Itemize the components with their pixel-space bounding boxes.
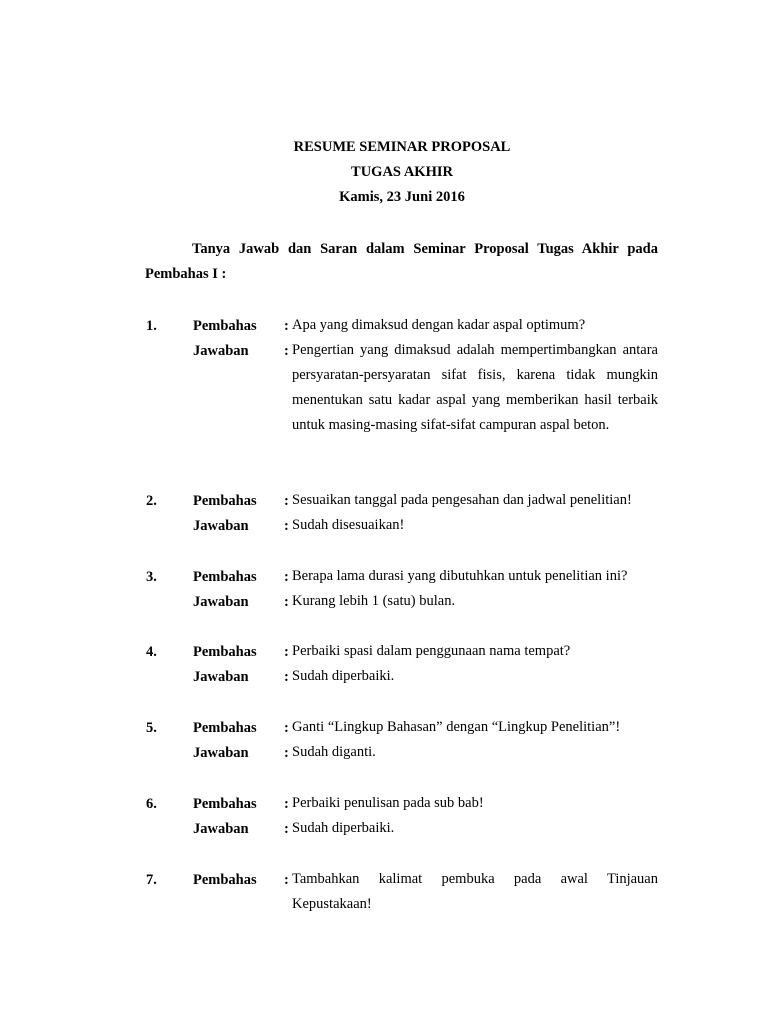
qa-question-label: Pembahas: [193, 720, 257, 736]
qa-item-number: 5.: [146, 720, 157, 736]
qa-question-label: Pembahas: [193, 872, 257, 888]
qa-answer-label: Jawaban: [193, 594, 249, 610]
qa-item: [0, 718, 768, 768]
qa-question-row: [0, 870, 768, 912]
qa-answer-row: [0, 516, 768, 541]
qa-item-number: 7.: [146, 872, 157, 888]
qa-answer-label: Jawaban: [193, 745, 249, 761]
qa-item-number: 2.: [146, 493, 157, 509]
document-date: Kamis, 23 Juni 2016: [339, 189, 465, 205]
qa-question-text: Berapa lama durasi yang dibutuhkan untuk penelitian ini?: [292, 568, 628, 584]
qa-question-text: Tambahkan kalimat pembuka pada awal Tinjauan Kepustakaan!: [292, 871, 658, 912]
document-title: RESUME SEMINAR PROPOSAL: [293, 139, 511, 155]
qa-question-text: Perbaiki spasi dalam penggunaan nama tempat?: [292, 643, 571, 659]
qa-answer-row: [0, 341, 768, 433]
qa-item: [0, 316, 768, 433]
qa-colon: :: [284, 644, 289, 660]
qa-answer-label: Jawaban: [193, 518, 249, 534]
qa-colon: :: [284, 518, 289, 534]
qa-colon: :: [284, 720, 289, 736]
qa-question-label: Pembahas: [193, 493, 257, 509]
qa-colon: :: [284, 745, 289, 761]
intro-text: Tanya Jawab dan Saran dalam Seminar Proposal Tugas Akhir pada Pembahas I :: [145, 241, 658, 282]
qa-answer-label: Jawaban: [193, 343, 249, 359]
qa-colon: :: [284, 796, 289, 812]
qa-answer-text: Pengertian yang dimaksud adalah mempertimbangkan antara persyaratan-persyaratan sifat fisis, karena tidak mungkin menentukan satu kadar aspal yang memberikan hasil terbaik untuk masing-masing sifat-sifat campuran aspal beton.: [292, 342, 658, 433]
qa-question-label: Pembahas: [193, 796, 257, 812]
qa-item-number: 3.: [146, 569, 157, 585]
qa-colon: :: [284, 872, 289, 888]
document-header: [0, 137, 768, 212]
qa-colon: :: [284, 343, 289, 359]
qa-answer-text: Sudah diperbaiki.: [292, 820, 395, 836]
qa-answer-label: Jawaban: [193, 669, 249, 685]
qa-item: [0, 870, 768, 912]
qa-colon: :: [284, 569, 289, 585]
qa-question-text: Sesuaikan tanggal pada pengesahan dan jadwal penelitian!: [292, 492, 632, 508]
qa-answer-text: Kurang lebih 1 (satu) bulan.: [292, 593, 456, 609]
qa-answer-text: Sudah disesuaikan!: [292, 517, 405, 533]
qa-item: [0, 567, 768, 617]
qa-answer-row: [0, 667, 768, 692]
qa-question-text: Ganti “Lingkup Bahasan” dengan “Lingkup Penelitian”!: [292, 719, 621, 735]
qa-colon: :: [284, 318, 289, 334]
qa-answer-text: Sudah diperbaiki.: [292, 668, 395, 684]
qa-item-number: 1.: [146, 318, 157, 334]
qa-colon: :: [284, 821, 289, 837]
intro-paragraph: [145, 237, 658, 287]
qa-question-label: Pembahas: [193, 644, 257, 660]
qa-question-label: Pembahas: [193, 569, 257, 585]
qa-answer-label: Jawaban: [193, 821, 249, 837]
qa-colon: :: [284, 493, 289, 509]
qa-question-text: Perbaiki penulisan pada sub bab!: [292, 795, 484, 811]
qa-item: [0, 491, 768, 541]
qa-answer-row: [0, 819, 768, 844]
qa-answer-text: Sudah diganti.: [292, 744, 376, 760]
qa-colon: :: [284, 669, 289, 685]
qa-question-label: Pembahas: [193, 318, 257, 334]
qa-item: [0, 642, 768, 692]
qa-question-text: Apa yang dimaksud dengan kadar aspal optimum?: [292, 317, 586, 333]
document-subtitle: TUGAS AKHIR: [351, 164, 453, 180]
qa-answer-row: [0, 592, 768, 617]
qa-item-number: 4.: [146, 644, 157, 660]
qa-answer-row: [0, 743, 768, 768]
qa-colon: :: [284, 594, 289, 610]
qa-item-number: 6.: [146, 796, 157, 812]
qa-item: [0, 794, 768, 844]
